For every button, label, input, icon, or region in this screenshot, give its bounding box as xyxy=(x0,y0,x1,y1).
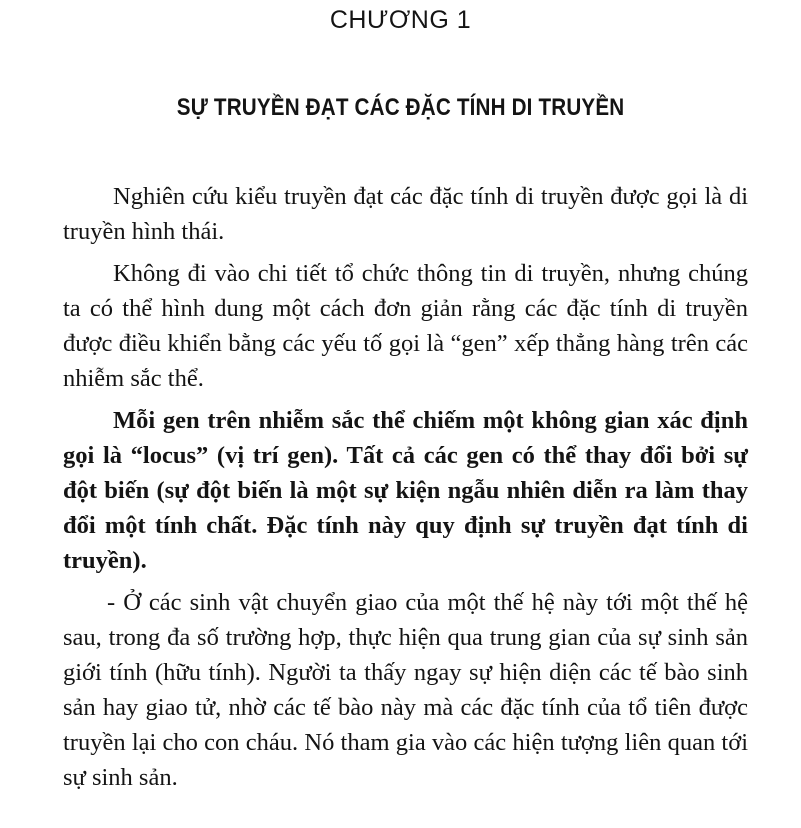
paragraph-1: Nghiên cứu kiểu truyền đạt các đặc tính di truyền được gọi là di truyền hình thái. xyxy=(63,183,748,245)
paragraph-2: Không đi vào chi tiết tổ chức thông tin di truyền, nhưng chúng ta có thể hình dung một cách đơn giản rằng các đặc tính di truyền được điều khiển bằng các yếu tố gọi là “gen” xếp thẳng hàng trên các nhiễm sắc thể. xyxy=(63,260,748,392)
chapter-label: CHƯƠNG 1 xyxy=(329,6,472,34)
paragraph-3: Mỗi gen trên nhiễm sắc thể chiếm một không gian xác định gọi là “locus” (vị trí gen). Tất cả các gen có thể thay đổi bởi sự đột biến (sự đột biến là một sự kiện ngẫu nhiên diễn ra làm thay đổi một tính chất. Đặc tính này quy định sự truyền đạt tính di truyền). xyxy=(63,407,748,574)
body-text xyxy=(63,179,748,802)
chapter-title: SỰ TRUYỀN ĐẠT CÁC ĐẶC TÍNH DI TRUYỀN xyxy=(176,94,625,121)
paragraph-4: - Ở các sinh vật chuyển giao của một thế hệ này tới một thế hệ sau, trong đa số trường hợp, thực hiện qua trung gian của sự sinh sản giới tính (hữu tính). Người ta thấy ngay sự hiện diện các tế bào sinh sản hay giao tử, nhờ các tế bào này mà các đặc tính của tổ tiên được truyền lại cho con cháu. Nó tham gia vào các hiện tượng liên quan tới sự sinh sản. xyxy=(63,589,748,791)
